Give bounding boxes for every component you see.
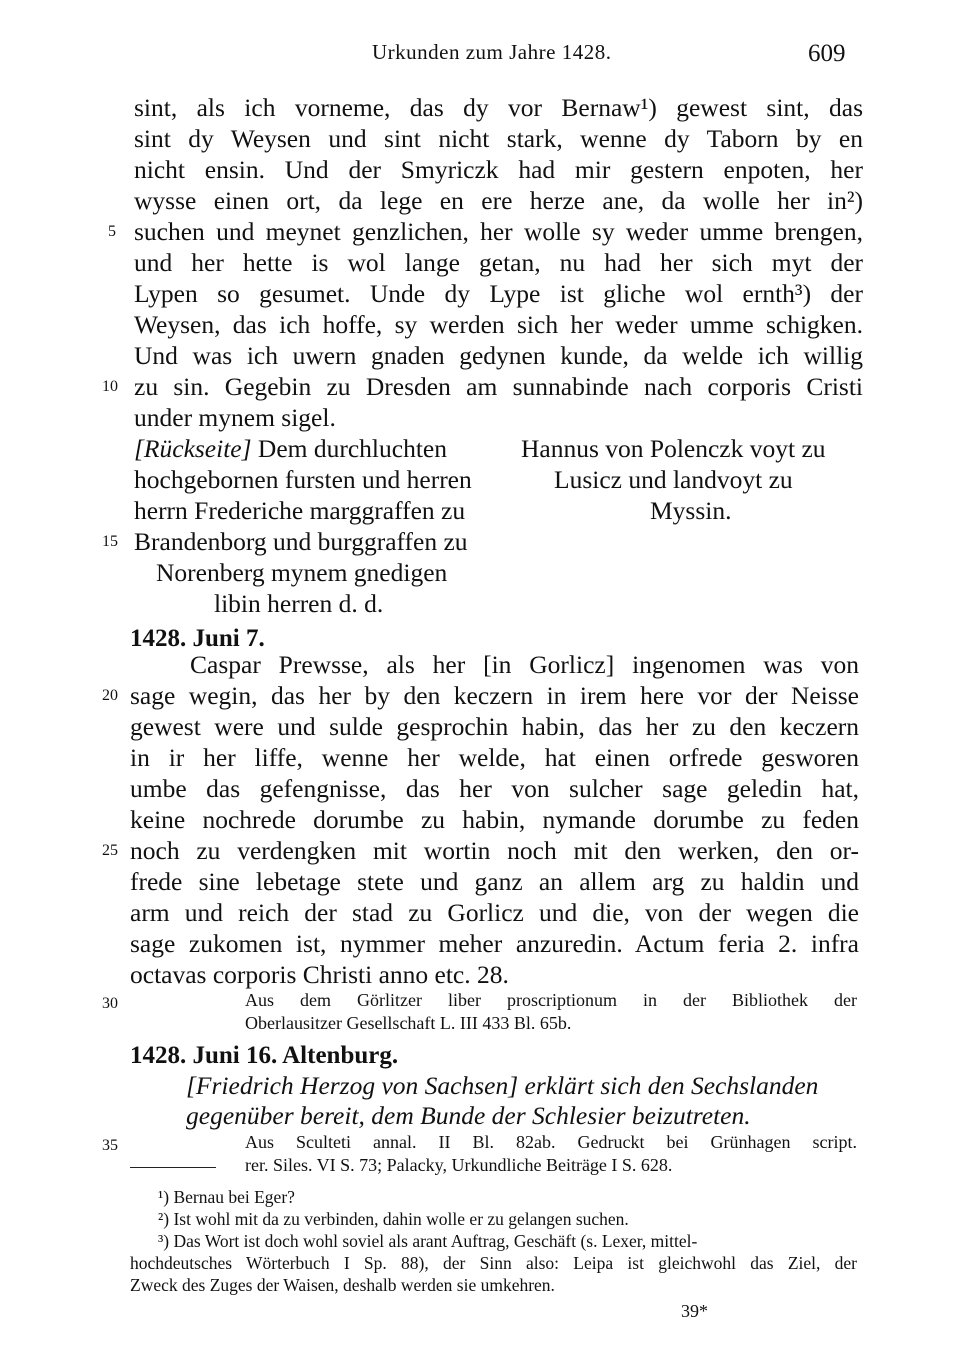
source-note: Oberlausitzer Gesellschaft L. III 433 Bl. 65b. (245, 1013, 572, 1033)
body-line: und her hette is wol lange getan, nu had her sich myt der (134, 248, 863, 277)
signature-mark: 39* (681, 1301, 708, 1321)
entry-line: octavas corporis Christi anno etc. 28. (130, 960, 509, 989)
entry-line: Caspar Prewsse, als her [in Gorlicz] ingenomen was von (190, 650, 859, 679)
body-line: nicht ensin. Und der Smyriczk had mir gestern enpoten, her (134, 155, 863, 184)
entry-line: in ir her liffe, wenne her welde, hat einen orfrede gesworen (130, 743, 859, 772)
line-number: 20 (102, 687, 118, 704)
address-line: libin herren d. d. (214, 589, 384, 618)
entry-line: sage wegin, das her by den keczern in irem here vor der Neisse (130, 681, 859, 710)
address-line: Brandenborg und burggraffen zu (134, 527, 468, 556)
body-line: Weysen, das ich hoffe, sy werden sich her weder umme schigken. (134, 310, 863, 339)
footnote: hochdeutsches Wörterbuch I Sp. 88), der Sinn also: Leipa ist gleichwohl das Ziel, der (130, 1253, 857, 1273)
footnote: ³) Das Wort ist doch wohl soviel als arant Auftrag, Geschäft (s. Lexer, mittel- (158, 1231, 698, 1251)
page-header (0, 40, 960, 76)
body-line: Und was ich uwern gnaden gedynen kunde, da welde ich willig (134, 341, 863, 370)
line-number: 10 (102, 378, 118, 395)
entry-line: keine nochrede dorumbe zu habin, nymande dorumbe zu feden (130, 805, 859, 834)
footnote: ²) Ist wohl mit da zu verbinden, dahin wolle er zu gelangen suchen. (158, 1209, 629, 1229)
entry-summary: [Friedrich Herzog von Sachsen] erklärt sich den Sechslanden (186, 1071, 819, 1100)
line-number: 35 (102, 1137, 118, 1154)
running-head: Urkunden zum Jahre 1428. (372, 40, 612, 64)
line-number: 5 (108, 223, 116, 240)
footnote-rule (130, 1167, 216, 1168)
footnote: ¹) Bernau bei Eger? (158, 1187, 295, 1207)
body-line: wysse einen ort, da lege en ere herze ane, da wolle her in²) (134, 186, 863, 215)
entry-line: frede sine lebetage stete und ganz an allem arg zu haldin und (130, 867, 859, 896)
body-line: zu sin. Gegebin zu Dresden am sunnabinde nach corporis Cristi (134, 372, 863, 401)
body-line: sint dy Weysen und sint nicht stark, wenne dy Taborn by en (134, 124, 863, 153)
address-line: hochgebornen fursten und herren (134, 465, 472, 494)
source-note: Aus Sculteti annal. II Bl. 82ab. Gedruckt bei Grünhagen script. (245, 1132, 857, 1152)
source-note: Aus dem Görlitzer liber proscriptionum in der Bibliothek der (245, 990, 857, 1010)
signature-line: Myssin. (650, 496, 732, 525)
line-number: 15 (102, 533, 118, 550)
body-line: sint, als ich vorneme, das dy vor Bernaw¹) gewest sint, das (134, 93, 863, 122)
entry-date: 1428. Juni 16. Altenburg. (130, 1042, 399, 1069)
body-line: under mynem sigel. (134, 403, 336, 432)
address-prefix: [Rückseite] (134, 434, 252, 463)
signature-line: Lusicz und landvoyt zu (554, 465, 793, 494)
footnote: Zweck des Zuges der Waisen, deshalb werden sie umkehren. (130, 1275, 555, 1295)
page-number: 609 (808, 40, 846, 67)
entry-line: gewest were und sulde gesprochin habin, das her zu den keczern (130, 712, 859, 741)
body-line: Lypen so gesumet. Unde dy Lype ist gliche wol ernth³) der (134, 279, 863, 308)
signature-line: Hannus von Polenczk voyt zu (521, 434, 826, 463)
body-line: suchen und meynet genzlichen, her wolle sy weder umme brengen, (134, 217, 863, 246)
entry-summary: gegenüber bereit, dem Bunde der Schlesier beizutreten. (186, 1101, 751, 1130)
entry-line: sage zukomen ist, nymmer meher anzuredin. Actum feria 2. infra (130, 929, 859, 958)
address-line: herrn Frederiche marggraffen zu (134, 496, 466, 525)
line-number: 25 (102, 842, 118, 859)
entry-line: umbe das gefengnisse, das her von sulcher sage geledin hat, (130, 774, 859, 803)
entry-line: arm und reich der stad zu Gorlicz und die, von der wegen die (130, 898, 859, 927)
line-number: 30 (102, 995, 118, 1012)
entry-line: noch zu verdengken mit wortin noch mit den werken, den or- (130, 836, 859, 865)
entry-date: 1428. Juni 7. (130, 625, 265, 652)
address-line: Norenberg mynem gnedigen (156, 558, 448, 587)
address-line: Dem durchluchten (257, 434, 447, 463)
source-note: rer. Siles. VI S. 73; Palacky, Urkundliche Beiträge I S. 628. (245, 1155, 673, 1175)
